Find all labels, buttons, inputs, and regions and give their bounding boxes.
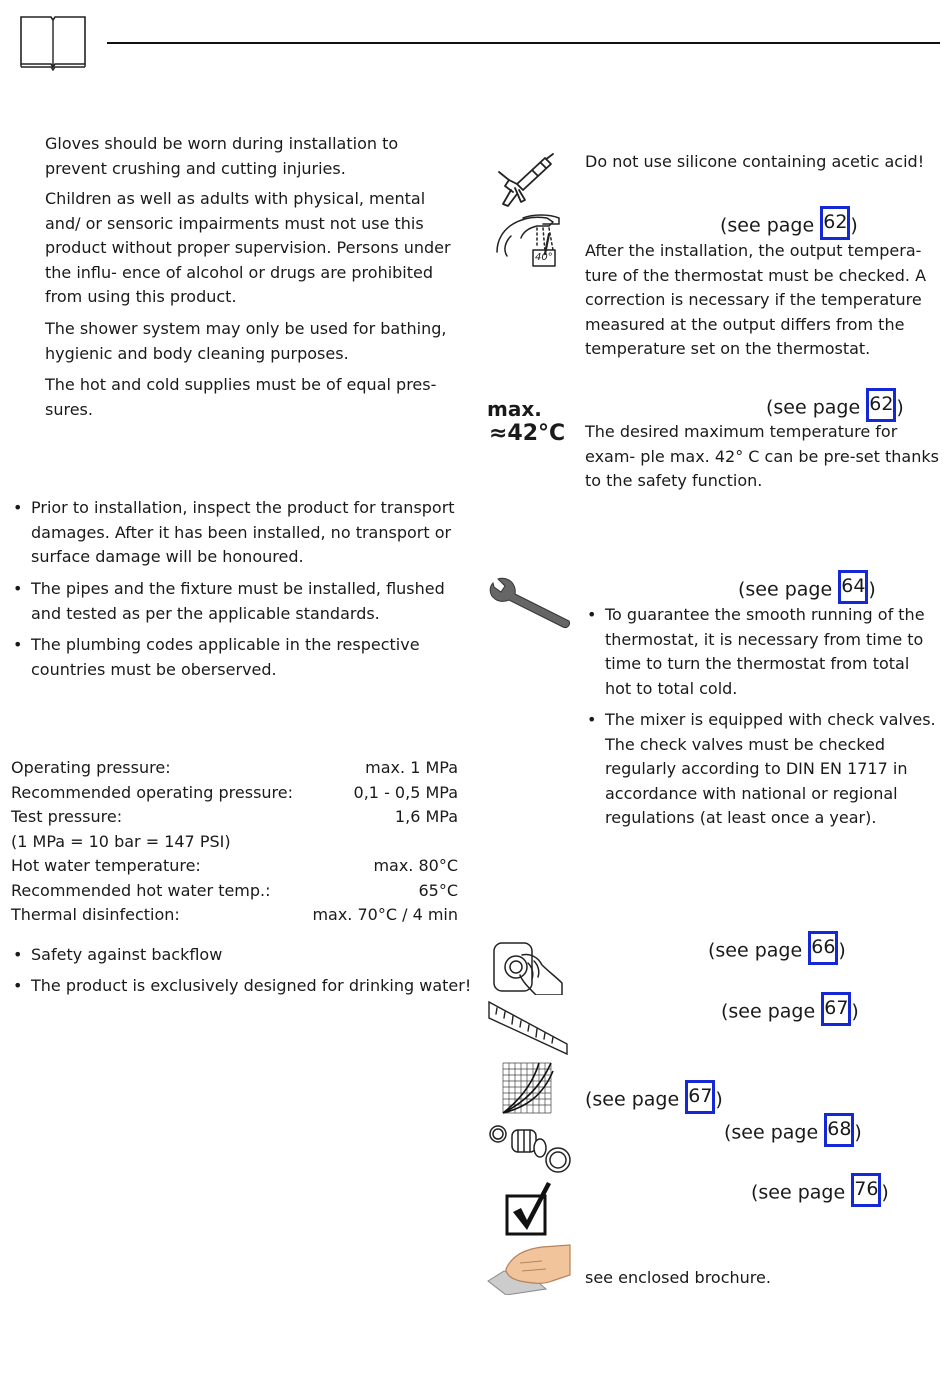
checkmark-box-icon [503, 1178, 555, 1238]
spec-label: Recommended hot water temp.: [11, 881, 271, 900]
page-link-76[interactable]: 76 [851, 1173, 881, 1207]
thermo-readout: 40° [535, 252, 553, 263]
service-bullet-turn: • To guarantee the smooth running of the thermostat, it is necessary from time to time to turn the thermostat from total hot to total cold. [585, 603, 940, 701]
page-link-67[interactable]: 67 [821, 992, 851, 1026]
spec-row [11, 903, 458, 927]
see-page-suffix: ) [715, 1088, 723, 1111]
see-page-knob [708, 937, 846, 965]
spec-row [11, 854, 458, 878]
see-page-suffix: ) [881, 1181, 889, 1204]
safety-gloves: Gloves should be worn during installation to prevent crushing and cutting injuries. [45, 134, 399, 178]
spec-label: Test pressure: [11, 807, 123, 826]
see-page-prefix: (see page [585, 1088, 686, 1111]
see-page-suffix: ) [850, 214, 858, 237]
see-page-prefix: (see page [738, 578, 839, 601]
safety-pressure: The hot and cold supplies must be of equal pres- sures. [45, 375, 437, 419]
see-page-suffix: ) [851, 1000, 859, 1023]
max-temp-label: ≈42°C [489, 421, 566, 446]
silicone-note: Do not use silicone containing acetic acid! [585, 152, 925, 171]
open-book-icon [18, 12, 88, 72]
see-page-flow [585, 1086, 723, 1114]
see-page-suffix: ) [868, 578, 876, 601]
see-page-parts [724, 1119, 862, 1147]
spec-label: Operating pressure: [11, 758, 171, 777]
spec-value: max. 80°C [373, 856, 458, 875]
spare-parts-icon [488, 1120, 572, 1176]
max-label: max. [487, 397, 542, 421]
safety-usage: The shower system may only be used for bathing, hygienic and body cleaning purposes. [45, 319, 447, 363]
page-link-62[interactable]: 62 [820, 206, 850, 240]
page-link-64[interactable]: 64 [838, 570, 868, 604]
spec-label: Recommended operating pressure: [11, 783, 293, 802]
see-page-prefix: (see page [721, 1000, 822, 1023]
cleaning-note: see enclosed brochure. [585, 1268, 771, 1287]
spec-row [11, 805, 458, 829]
see-page-prefix: (see page [751, 1181, 852, 1204]
tech-bullet-backflow: • Safety against backflow [11, 943, 491, 968]
spec-label: (1 MPa = 10 bar = 147 PSI) [11, 832, 231, 851]
spec-value: 1,6 MPa [394, 807, 458, 826]
see-page-service [738, 576, 876, 604]
adjust-text: After the installation, the output tempera- ture of the thermostat must be checked. A correction is necessary if the temperature measured at the output differs from the temperature set on the thermostat. [585, 241, 927, 359]
silicone-gun-icon [495, 150, 560, 210]
spec-label: Hot water temperature: [11, 856, 201, 875]
tech-bullet-drinking-water: • The product is exclusively designed for drinking water! [11, 974, 491, 999]
see-page-suffix: ) [896, 396, 904, 419]
page-link-68[interactable]: 68 [824, 1113, 854, 1147]
spec-row [11, 879, 458, 903]
dimension-ruler-icon [487, 998, 569, 1056]
safety-supervision: Children as well as adults with physical, mental and/ or sensoric impairments must not use this product without proper supervision. Persons under the influ- ence of alcohol or drugs are prohibited from using this product. [45, 189, 451, 307]
limit-text: The desired maximum temperature for exam- ple max. 42° C can be pre-set thanks to the safety function. [585, 422, 939, 491]
flow-graph-icon [499, 1059, 557, 1117]
spec-row [11, 830, 458, 854]
spec-value: max. 70°C / 4 min [312, 905, 458, 924]
install-bullet-codes: • The plumbing codes applicable in the respective countries must be oberserved. [11, 633, 466, 682]
see-page-dimensions [721, 998, 859, 1026]
service-bullet-check-valves: • The mixer is equipped with check valves. The check valves must be checked regularly according to DIN EN 1717 in accordance with national or regional regulations (at least once a year). [585, 708, 950, 831]
spec-value: 0,1 - 0,5 MPa [353, 783, 458, 802]
spec-row [11, 756, 458, 780]
install-bullet-inspect: • Prior to installation, inspect the product for transport damages. After it has been installed, no transport or surface damage will be honoured. [11, 496, 466, 570]
install-bullet-pipes: • The pipes and the fixture must be installed, flushed and tested as per the applicable standards. [11, 577, 466, 626]
hand-turning-knob-icon [492, 937, 564, 995]
page-link-62[interactable]: 62 [866, 388, 896, 422]
see-page-suffix: ) [838, 939, 846, 962]
page-link-66[interactable]: 66 [808, 931, 838, 965]
see-page-checklist [751, 1179, 889, 1207]
spec-row [11, 781, 458, 805]
header-rule [107, 42, 940, 44]
spec-label: Thermal disinfection: [11, 905, 180, 924]
page-link-67[interactable]: 67 [685, 1080, 715, 1114]
spec-value: 65°C [418, 881, 458, 900]
see-page-adjust [720, 212, 858, 240]
see-page-prefix: (see page [766, 396, 867, 419]
see-page-suffix: ) [854, 1121, 862, 1144]
wrench-icon [487, 577, 572, 632]
hand-cloth-cleaning-icon [486, 1241, 572, 1295]
see-page-prefix: (see page [720, 214, 821, 237]
spec-value: max. 1 MPa [365, 758, 458, 777]
see-page-limit [766, 394, 904, 422]
see-page-prefix: (see page [724, 1121, 825, 1144]
see-page-prefix: (see page [708, 939, 809, 962]
